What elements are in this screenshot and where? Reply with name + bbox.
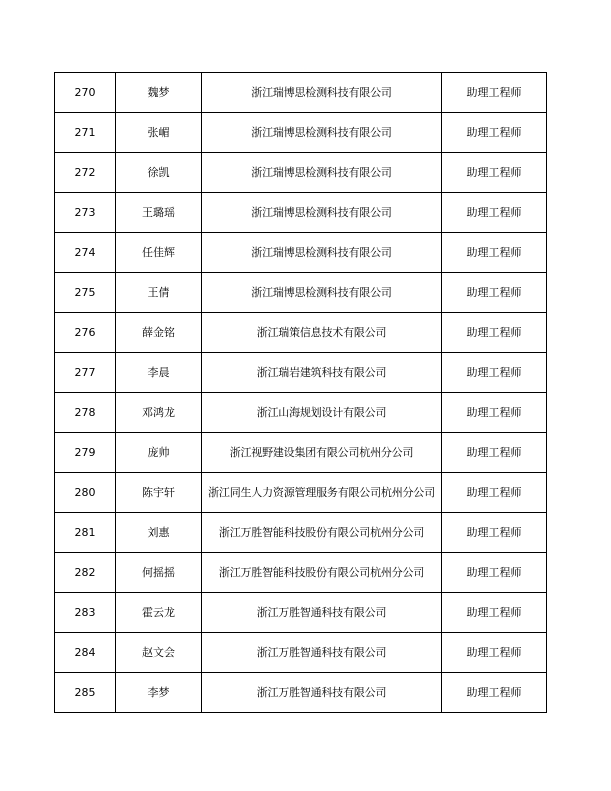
person-name-cell: 刘惠 [116,513,202,553]
person-name-cell: 张嵋 [116,113,202,153]
table-row [55,153,547,193]
row-number-cell: 275 [55,273,116,313]
person-name-cell: 王璐瑶 [116,193,202,233]
row-number-cell: 279 [55,433,116,473]
person-name-cell: 霍云龙 [116,593,202,633]
job-title-cell: 助理工程师 [442,553,547,593]
job-title-cell: 助理工程师 [442,153,547,193]
table-row [55,113,547,153]
job-title-cell: 助理工程师 [442,233,547,273]
job-title-cell: 助理工程师 [442,473,547,513]
organization-cell: 浙江同生人力资源管理服务有限公司杭州分公司 [202,473,442,513]
job-title-cell: 助理工程师 [442,673,547,713]
row-number-cell: 270 [55,73,116,113]
table-row [55,393,547,433]
table-row [55,193,547,233]
organization-cell: 浙江瑞策信息技术有限公司 [202,313,442,353]
table-row [55,473,547,513]
table-row [55,433,547,473]
row-number-cell: 283 [55,593,116,633]
organization-cell: 浙江万胜智通科技有限公司 [202,633,442,673]
organization-cell: 浙江万胜智通科技有限公司 [202,673,442,713]
organization-cell: 浙江视野建设集团有限公司杭州分公司 [202,433,442,473]
row-number-cell: 277 [55,353,116,393]
table-row [55,633,547,673]
person-name-cell: 魏梦 [116,73,202,113]
organization-cell: 浙江万胜智能科技股份有限公司杭州分公司 [202,513,442,553]
organization-cell: 浙江瑞岩建筑科技有限公司 [202,353,442,393]
row-number-cell: 276 [55,313,116,353]
table-row [55,313,547,353]
organization-cell: 浙江万胜智能科技股份有限公司杭州分公司 [202,553,442,593]
row-number-cell: 278 [55,393,116,433]
person-name-cell: 徐凯 [116,153,202,193]
row-number-cell: 285 [55,673,116,713]
roster-table [54,72,547,713]
job-title-cell: 助理工程师 [442,353,547,393]
person-name-cell: 李晨 [116,353,202,393]
row-number-cell: 271 [55,113,116,153]
row-number-cell: 273 [55,193,116,233]
table-row [55,73,547,113]
organization-cell: 浙江瑞博思检测科技有限公司 [202,113,442,153]
row-number-cell: 281 [55,513,116,553]
organization-cell: 浙江瑞博思检测科技有限公司 [202,73,442,113]
row-number-cell: 274 [55,233,116,273]
job-title-cell: 助理工程师 [442,313,547,353]
roster-table-body [55,73,547,713]
table-row [55,353,547,393]
job-title-cell: 助理工程师 [442,593,547,633]
person-name-cell: 任佳辉 [116,233,202,273]
row-number-cell: 282 [55,553,116,593]
row-number-cell: 280 [55,473,116,513]
table-row [55,233,547,273]
document-page [54,72,546,712]
organization-cell: 浙江瑞博思检测科技有限公司 [202,233,442,273]
row-number-cell: 272 [55,153,116,193]
job-title-cell: 助理工程师 [442,393,547,433]
job-title-cell: 助理工程师 [442,633,547,673]
person-name-cell: 赵文会 [116,633,202,673]
organization-cell: 浙江瑞博思检测科技有限公司 [202,193,442,233]
job-title-cell: 助理工程师 [442,273,547,313]
table-row [55,273,547,313]
job-title-cell: 助理工程师 [442,513,547,553]
job-title-cell: 助理工程师 [442,73,547,113]
person-name-cell: 何摇摇 [116,553,202,593]
organization-cell: 浙江山海规划设计有限公司 [202,393,442,433]
job-title-cell: 助理工程师 [442,113,547,153]
person-name-cell: 庞帅 [116,433,202,473]
row-number-cell: 284 [55,633,116,673]
table-row [55,673,547,713]
job-title-cell: 助理工程师 [442,193,547,233]
organization-cell: 浙江瑞博思检测科技有限公司 [202,153,442,193]
organization-cell: 浙江瑞博思检测科技有限公司 [202,273,442,313]
table-row [55,553,547,593]
person-name-cell: 李梦 [116,673,202,713]
person-name-cell: 薛金铭 [116,313,202,353]
organization-cell: 浙江万胜智通科技有限公司 [202,593,442,633]
person-name-cell: 王倩 [116,273,202,313]
table-row [55,593,547,633]
table-row [55,513,547,553]
job-title-cell: 助理工程师 [442,433,547,473]
person-name-cell: 邓鸿龙 [116,393,202,433]
person-name-cell: 陈宇轩 [116,473,202,513]
